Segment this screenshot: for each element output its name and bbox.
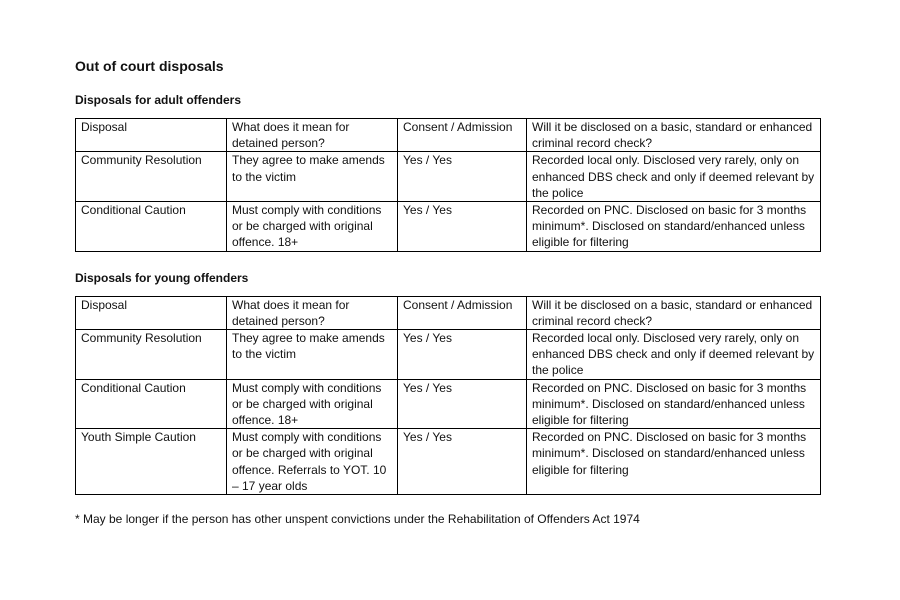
table-row bbox=[76, 330, 821, 380]
footnote: * May be longer if the person has other unspent convictions under the Rehabilitation of Offenders Act 1974 bbox=[75, 512, 640, 527]
header-cell: What does it mean for detained person? bbox=[227, 119, 398, 152]
table-cell: Community Resolution bbox=[76, 152, 227, 202]
header-cell: Disposal bbox=[76, 119, 227, 152]
table-cell: Recorded on PNC. Disclosed on basic for 3 months minimum*. Disclosed on standard/enhanced unless eligible for filtering bbox=[527, 202, 821, 252]
table-cell: Youth Simple Caution bbox=[76, 429, 227, 495]
table-row bbox=[76, 379, 821, 429]
header-cell: What does it mean for detained person? bbox=[227, 296, 398, 329]
adult-disposals-table bbox=[75, 118, 821, 252]
table-cell: Yes / Yes bbox=[398, 330, 527, 380]
young-disposals-table bbox=[75, 296, 821, 495]
table-row bbox=[76, 152, 821, 202]
table-row bbox=[76, 202, 821, 252]
table-cell: Must comply with conditions or be charged with original offence. 18+ bbox=[227, 202, 398, 252]
table-cell: Yes / Yes bbox=[398, 429, 527, 495]
table-row bbox=[76, 429, 821, 495]
header-cell: Disposal bbox=[76, 296, 227, 329]
table-cell: Recorded on PNC. Disclosed on basic for 3 months minimum*. Disclosed on standard/enhanced unless eligible for filtering bbox=[527, 429, 821, 495]
table-cell: Yes / Yes bbox=[398, 202, 527, 252]
table-header-row bbox=[76, 296, 821, 329]
table-cell: Conditional Caution bbox=[76, 202, 227, 252]
table-cell: Community Resolution bbox=[76, 330, 227, 380]
header-cell: Will it be disclosed on a basic, standard or enhanced criminal record check? bbox=[527, 296, 821, 329]
page-title: Out of court disposals bbox=[75, 58, 224, 74]
table-header-row bbox=[76, 119, 821, 152]
young-section-heading: Disposals for young offenders bbox=[75, 270, 249, 285]
table-cell: Recorded on PNC. Disclosed on basic for 3 months minimum*. Disclosed on standard/enhanced unless eligible for filtering bbox=[527, 379, 821, 429]
table-cell: Recorded local only. Disclosed very rarely, only on enhanced DBS check and only if deemed relevant by the police bbox=[527, 152, 821, 202]
table-cell: Yes / Yes bbox=[398, 379, 527, 429]
header-cell: Will it be disclosed on a basic, standard or enhanced criminal record check? bbox=[527, 119, 821, 152]
header-cell: Consent / Admission bbox=[398, 119, 527, 152]
table-cell: Conditional Caution bbox=[76, 379, 227, 429]
document bbox=[75, 56, 835, 527]
table-cell: Recorded local only. Disclosed very rarely, only on enhanced DBS check and only if deemed relevant by the police bbox=[527, 330, 821, 380]
table-cell: Yes / Yes bbox=[398, 152, 527, 202]
header-cell: Consent / Admission bbox=[398, 296, 527, 329]
adult-section-heading: Disposals for adult offenders bbox=[75, 93, 242, 107]
table-cell: They agree to make amends to the victim bbox=[227, 152, 398, 202]
table-cell: Must comply with conditions or be charged with original offence. Referrals to YOT. 10 – 17 year olds bbox=[227, 429, 398, 495]
table-cell: Must comply with conditions or be charged with original offence. 18+ bbox=[227, 379, 398, 429]
table-cell: They agree to make amends to the victim bbox=[227, 330, 398, 380]
